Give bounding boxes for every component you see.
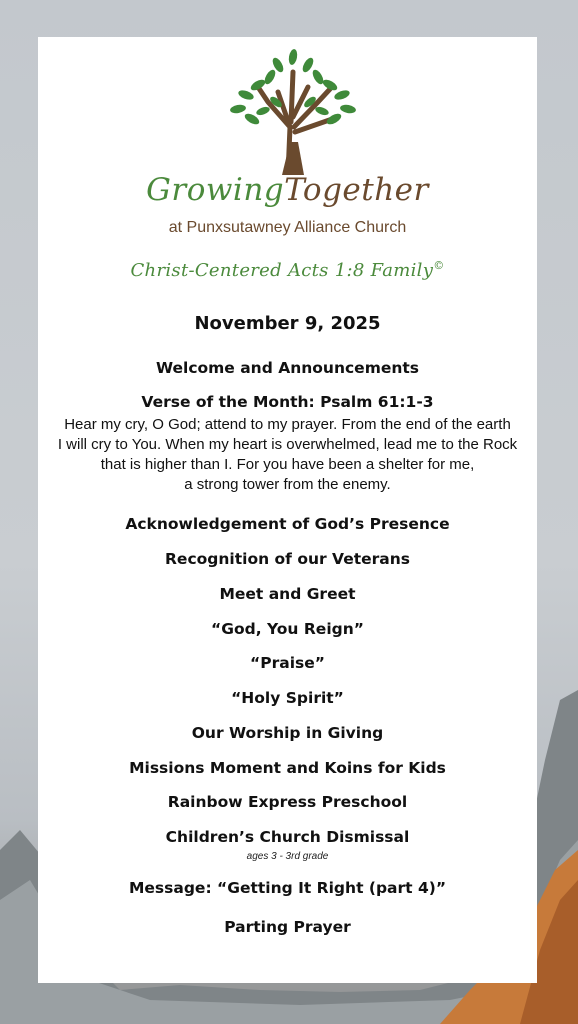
program-item: “God, You Reign” [211, 620, 364, 638]
bulletin-card [38, 37, 537, 983]
verse-text [46, 415, 529, 495]
tagline-text: Christ-Centered Acts 1:8 Family [130, 260, 434, 281]
logo-title [38, 172, 537, 208]
program-item-welcome: Welcome and Announcements [155, 359, 420, 377]
verse-heading: Verse of the Month: Psalm 61:1-3 [141, 393, 434, 411]
program-item: Children’s Church Dismissal [165, 828, 410, 846]
verse-line: a strong tower from the enemy. [184, 476, 391, 493]
copyright-mark: © [433, 259, 445, 272]
program-item: Message: “Getting It Right (part 4)” [128, 879, 447, 897]
service-date: November 9, 2025 [194, 313, 381, 334]
logo-title-growing: Growing [146, 172, 285, 208]
program-item: Acknowledgement of God’s Presence [125, 515, 450, 533]
verse-line: that is higher than I. For you have been a shelter for me, [100, 456, 475, 473]
program-item: Our Worship in Giving [191, 724, 384, 742]
tree-logo-icon [218, 47, 368, 175]
logo-subtitle: at Punxsutawney Alliance Church [168, 219, 407, 236]
verse-line: I will cry to You. When my heart is overwhelmed, lead me to the Rock [57, 436, 518, 453]
verse-line: Hear my cry, O God; attend to my prayer. From the end of the earth [64, 416, 511, 433]
program-item: Meet and Greet [219, 585, 356, 603]
tagline [38, 259, 537, 281]
program-item: Rainbow Express Preschool [167, 793, 408, 811]
program-item: Missions Moment and Koins for Kids [129, 759, 446, 777]
program-item: Recognition of our Veterans [165, 550, 410, 568]
program-item: Parting Prayer [224, 918, 351, 936]
program-item: “Praise” [250, 654, 325, 672]
program-item: “Holy Spirit” [231, 689, 344, 707]
logo-title-together: Together [284, 172, 429, 208]
program-item-note: ages 3 - 3rd grade [246, 851, 329, 862]
